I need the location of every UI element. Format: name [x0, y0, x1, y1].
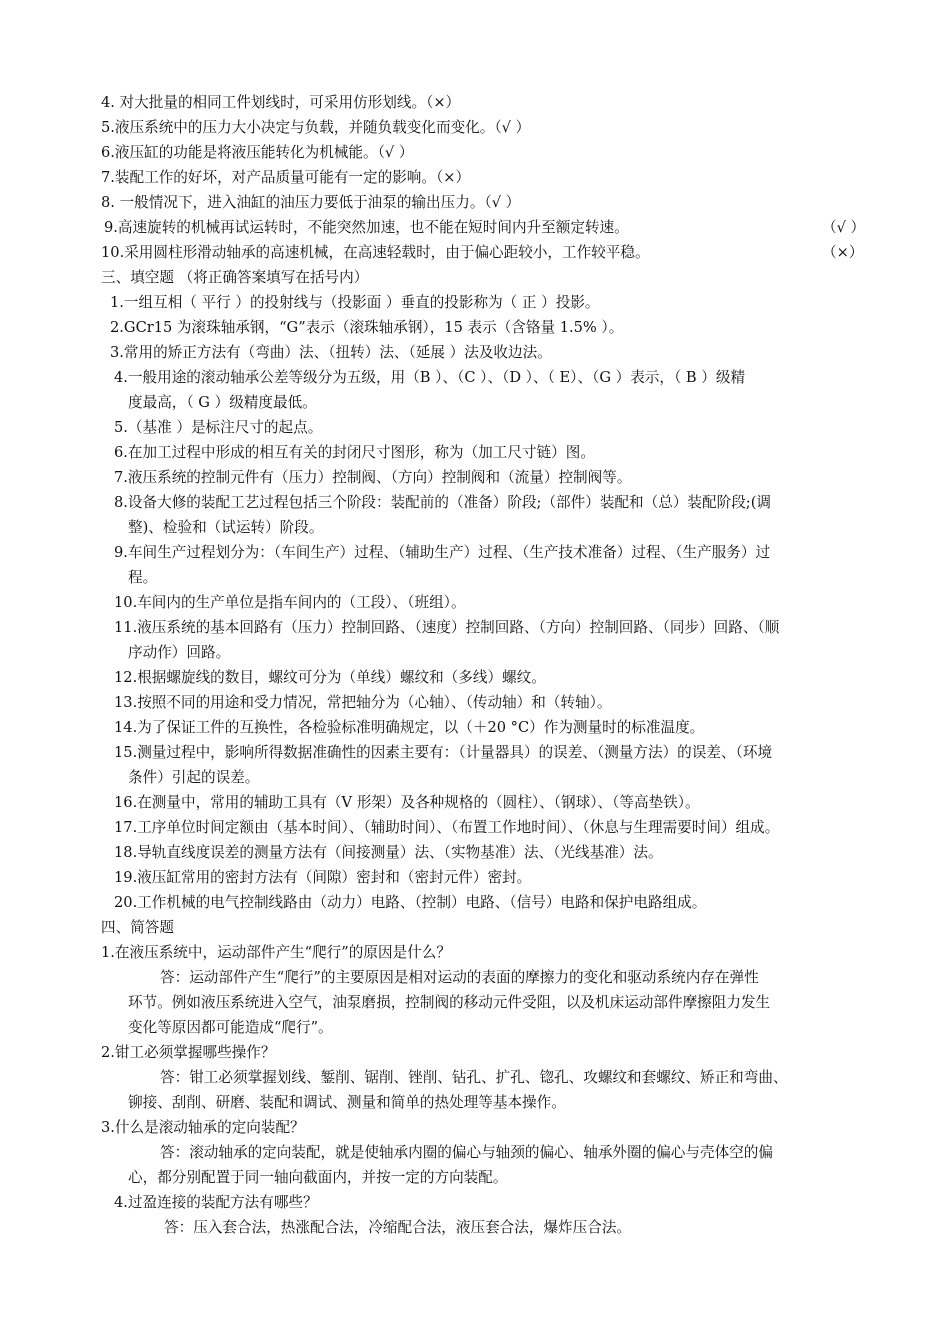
- fill-item-6: 6.在加工过程中形成的相互有关的封闭尺寸图形，称为（加工尺寸链）图。: [114, 444, 595, 461]
- short-answer-3: 答：滚动轴承的定向装配，就是使轴承内圈的偏心与轴颈的偏心、轴承外圈的偏心与壳体空的偏: [160, 1144, 773, 1161]
- fill-item-11: 11.液压系统的基本回路有（压力）控制回路、（速度）控制回路、（方向）控制回路、（同步）回路、（顺: [114, 619, 780, 636]
- short-answer-2-cont: 铆接、刮削、研磨、装配和调试、测量和简单的热处理等基本操作。: [128, 1094, 566, 1111]
- judge-item-4: 4. 对大批量的相同工件划线时，可采用仿形划线。（×）: [101, 94, 461, 111]
- short-question-4: 4.过盈连接的装配方法有哪些？: [114, 1194, 318, 1211]
- judge-item-8: 8. 一般情况下，进入油缸的油压力要低于油泵的输出压力。（√ ）: [101, 194, 521, 211]
- short-answer-1-cont: 环节。例如液压系统进入空气，油泵磨损，控制阀的移动元件受阻，以及机床运动部件摩擦阻力发生: [128, 994, 771, 1011]
- fill-item-14: 14.为了保证工件的互换性，各检验标准明确规定，以（＋20 °C）作为测量时的标准温度。: [114, 719, 705, 736]
- short-question-1: 1.在液压系统中，运动部件产生“爬行”的原因是什么？: [101, 944, 451, 961]
- short-question-2: 2.钳工必须掌握哪些操作？: [101, 1044, 276, 1061]
- short-answer-1: 答：运动部件产生“爬行”的主要原因是相对运动的表面的摩擦力的变化和驱动系统内存在弹性: [160, 969, 759, 986]
- short-answer-4: 答：压入套合法，热涨配合法，冷缩配合法，液压套合法，爆炸压合法。: [164, 1219, 632, 1236]
- fill-item-8-cont: 整)、检验和（试运转）阶段。: [128, 519, 324, 536]
- section-heading-short: 四、简答题: [101, 919, 174, 936]
- judge-item-9: 9.高速旋转的机械再试运转时，不能突然加速，也不能在短时间内升至额定转速。: [104, 219, 629, 236]
- judge-item-6: 6.液压缸的功能是将液压能转化为机械能。（√ ）: [101, 144, 414, 161]
- fill-item-15-cont: 条件）引起的误差。: [128, 769, 260, 786]
- fill-item-4-cont: 度最高，（ G ）级精度最低。: [128, 394, 317, 411]
- judge-item-10: 10.采用圆柱形滑动轴承的高速机械，在高速轻载时，由于偏心距较小，工作较平稳。: [101, 244, 650, 261]
- judge-item-7: 7.装配工作的好坏，对产品质量可能有一定的影响。（×）: [101, 169, 471, 186]
- fill-item-18: 18.导轨直线度误差的测量方法有（间接测量）法、（实物基准）法、（光线基准）法。: [114, 844, 663, 861]
- fill-item-20: 20.工作机械的电气控制线路由（动力）电路、（控制）电路、（信号）电路和保护电路组成。: [114, 894, 707, 911]
- fill-item-4: 4.一般用途的滚动轴承公差等级分为五级，用（B ）、（C ）、（D ）、（ E）、（G ）表示，（ B ）级精: [114, 369, 746, 386]
- short-answer-1-cont: 变化等原因都可能造成“爬行”。: [128, 1019, 333, 1036]
- fill-item-11-cont: 序动作）回路。: [128, 644, 231, 661]
- fill-item-8: 8.设备大修的装配工艺过程包括三个阶段：装配前的（准备）阶段;（部件）装配和（总）装配阶段;(调: [114, 494, 771, 511]
- fill-item-16: 16.在测量中，常用的辅助工具有（V 形架）及各种规格的（圆柱）、（钢球）、（等高垫铁）。: [114, 794, 700, 811]
- fill-item-10: 10.车间内的生产单位是指车间内的（工段）、（班组）。: [114, 594, 466, 611]
- fill-item-17: 17.工序单位时间定额由（基本时间）、（辅助时间）、（布置工作地时间）、（休息与生理需要时间）组成。: [114, 819, 780, 836]
- fill-item-19: 19.液压缸常用的密封方法有（间隙）密封和（密封元件）密封。: [114, 869, 532, 886]
- fill-item-7: 7.液压系统的控制元件有（压力）控制阀、（方向）控制阀和（流量）控制阀等。: [114, 469, 632, 486]
- fill-item-1: 1.一组互相（ 平行 ）的投射线与（投影面 ）垂直的投影称为（ 正 ）投影。: [110, 294, 600, 311]
- fill-item-15: 15.测量过程中，影响所得数据准确性的因素主要有：（计量器具）的误差、（测量方法）的误差、（环境: [114, 744, 773, 761]
- fill-item-5: 5.（基准 ）是标注尺寸的起点。: [114, 419, 323, 436]
- fill-item-13: 13.按照不同的用途和受力情况，常把轴分为（心轴）、（传动轴）和（转轴）。: [114, 694, 612, 711]
- short-answer-2: 答：钳工必须掌握划线、錾削、锯削、锉削、钻孔、扩孔、锪孔、攻螺纹和套螺纹、矫正和弯曲、: [160, 1069, 788, 1086]
- fill-item-9-cont: 程。: [128, 569, 158, 586]
- section-heading-fill: 三、填空题 （将正确答案填写在括号内）: [101, 269, 369, 286]
- judge-item-10-answer: （×）: [822, 244, 864, 261]
- short-answer-3-cont: 心，都分别配置于同一轴向截面内，并按一定的方向装配。: [128, 1169, 508, 1186]
- fill-item-9: 9.车间生产过程划分为：（车间生产）过程、（辅助生产）过程、（生产技术准备）过程、（生产服务）过: [114, 544, 771, 561]
- fill-item-12: 12.根据螺旋线的数目，螺纹可分为（单线）螺纹和（多线）螺纹。: [114, 669, 546, 686]
- short-question-3: 3.什么是滚动轴承的定向装配？: [101, 1119, 305, 1136]
- judge-item-9-answer: （√ ）: [822, 219, 866, 236]
- judge-item-5: 5.液压系统中的压力大小决定与负载，并随负载变化而变化。（√ ）: [101, 119, 531, 136]
- fill-item-2: 2.GCr15 为滚珠轴承钢，“G”表示（滚珠轴承钢），15 表示（含铬量 1.5% ）。: [110, 319, 624, 336]
- fill-item-3: 3.常用的矫正方法有（弯曲）法、（扭转）法、（延展 ）法及收边法。: [110, 344, 552, 361]
